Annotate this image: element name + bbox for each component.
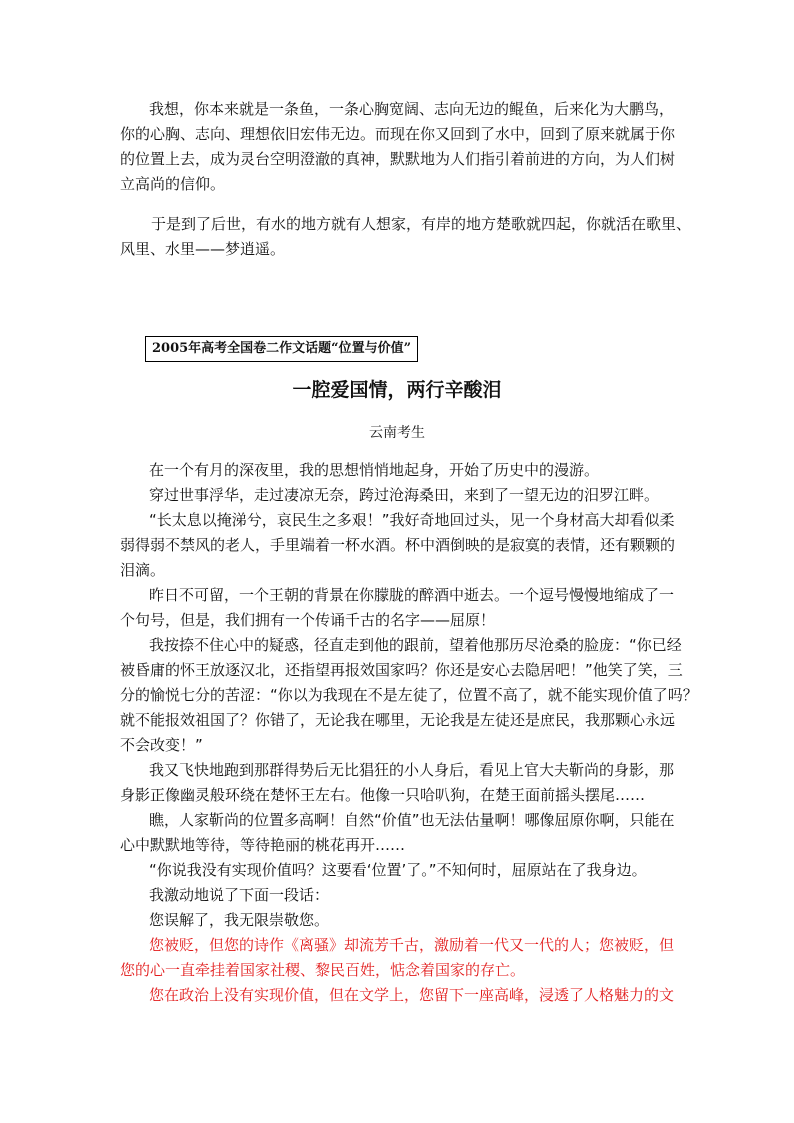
text-line: 风里、水里——梦逍遥。 xyxy=(120,240,286,258)
essay-title: 一腔爱国情，两行辛酸泪 xyxy=(292,379,502,401)
red-text-line: 您被贬，但您的诗作《离骚》却流芳千古，激励着一代又一代的人；您被贬，但 xyxy=(149,936,675,954)
text-line: 个句号，但是，我们拥有一个传诵千古的名字——屈原！ xyxy=(120,611,496,629)
text-line: 穿过世事浮华，走过凄凉无奈，跨过沧海桑田，来到了一望无边的汨罗江畔。 xyxy=(149,486,660,504)
text-line: 瞧，人家靳尚的位置多高啊！自然“价值”也无法估量啊！哪像屈原你啊，只能在 xyxy=(149,811,675,829)
text-line: 不会改变！” xyxy=(120,736,203,754)
text-line: 泪滴。 xyxy=(120,561,166,579)
top-paragraph-2 xyxy=(120,212,691,262)
text-line: 昨日不可留，一个王朝的背景在你朦胧的醉酒中逝去。一个逗号慢慢地缩成了一 xyxy=(149,586,675,604)
text-line: 立高尚的信仰。 xyxy=(120,175,226,193)
text-line: 分的愉悦七分的苦涩：“你以为我现在不是左徒了，位置不高了，就不能实现价值了吗？ xyxy=(120,686,698,704)
topic-label: 2005年高考全国卷二作文话题“位置与价值” xyxy=(145,336,418,362)
text-line: 我又飞快地跑到那群得势后无比猖狂的小人身后，看见上官大夫靳尚的身影，那 xyxy=(149,761,675,779)
text-line: “长太息以掩涕兮，哀民生之多艰！”我好奇地回过头，见一个身材高大却看似柔 xyxy=(149,511,675,529)
text-line: 身影正像幽灵般环绕在楚怀王左右。他像一只哈叭狗，在楚王面前摇头摆尾…… xyxy=(120,786,646,804)
text-line: 在一个有月的深夜里，我的思想悄悄地起身，开始了历史中的漫游。 xyxy=(149,461,600,479)
essay-author: 云南考生 xyxy=(369,425,425,441)
text-line: 心中默默地等待，等待艳丽的桃花再开…… xyxy=(120,836,406,854)
text-line: “你说我没有实现价值吗？这要看‘位置’了。”不知何时，屈原站在了我身边。 xyxy=(149,861,647,879)
text-line: 我按捺不住心中的疑惑，径直走到他的跟前，望着他那历尽沧桑的脸庞：“你已经 xyxy=(149,636,682,654)
text-line: 您误解了，我无限崇敬您。 xyxy=(149,911,330,929)
text-line: 弱得弱不禁风的老人，手里端着一杯水酒。杯中酒倒映的是寂寞的表情，还有颗颗的 xyxy=(120,536,676,554)
essay-body xyxy=(120,458,698,1008)
text-line: 我想，你本来就是一条鱼，一条心胸宽阔、志向无边的鲲鱼，后来化为大鹏鸟， xyxy=(149,100,675,118)
text-line: 你的心胸、志向、理想依旧宏伟无边。而现在你又回到了水中，回到了原来就属于你 xyxy=(120,125,676,143)
red-text-line: 您在政治上没有实现价值，但在文学上，您留下一座高峰，浸透了人格魅力的文 xyxy=(149,986,675,1004)
red-text-line: 您的心一直牵挂着国家社稷、黎民百姓，惦念着国家的存亡。 xyxy=(120,961,526,979)
text-line: 被昏庸的怀王放逐汉北，还指望再报效国家吗？你还是安心去隐居吧！”他笑了笑，三 xyxy=(120,661,683,679)
text-line: 就不能报效祖国了？你错了，无论我在哪里，无论我是左徒还是庶民，我那颗心永远 xyxy=(120,711,676,729)
text-line: 我激动地说了下面一段话： xyxy=(149,886,330,904)
text-line: 的位置上去，成为灵台空明澄澈的真神，默默地为人们指引着前进的方向，为人们树 xyxy=(120,150,676,168)
top-paragraph-1 xyxy=(120,97,675,197)
text-line: 于是到了后世，有水的地方就有人想家，有岸的地方楚歌就四起，你就活在歌里、 xyxy=(151,215,692,233)
